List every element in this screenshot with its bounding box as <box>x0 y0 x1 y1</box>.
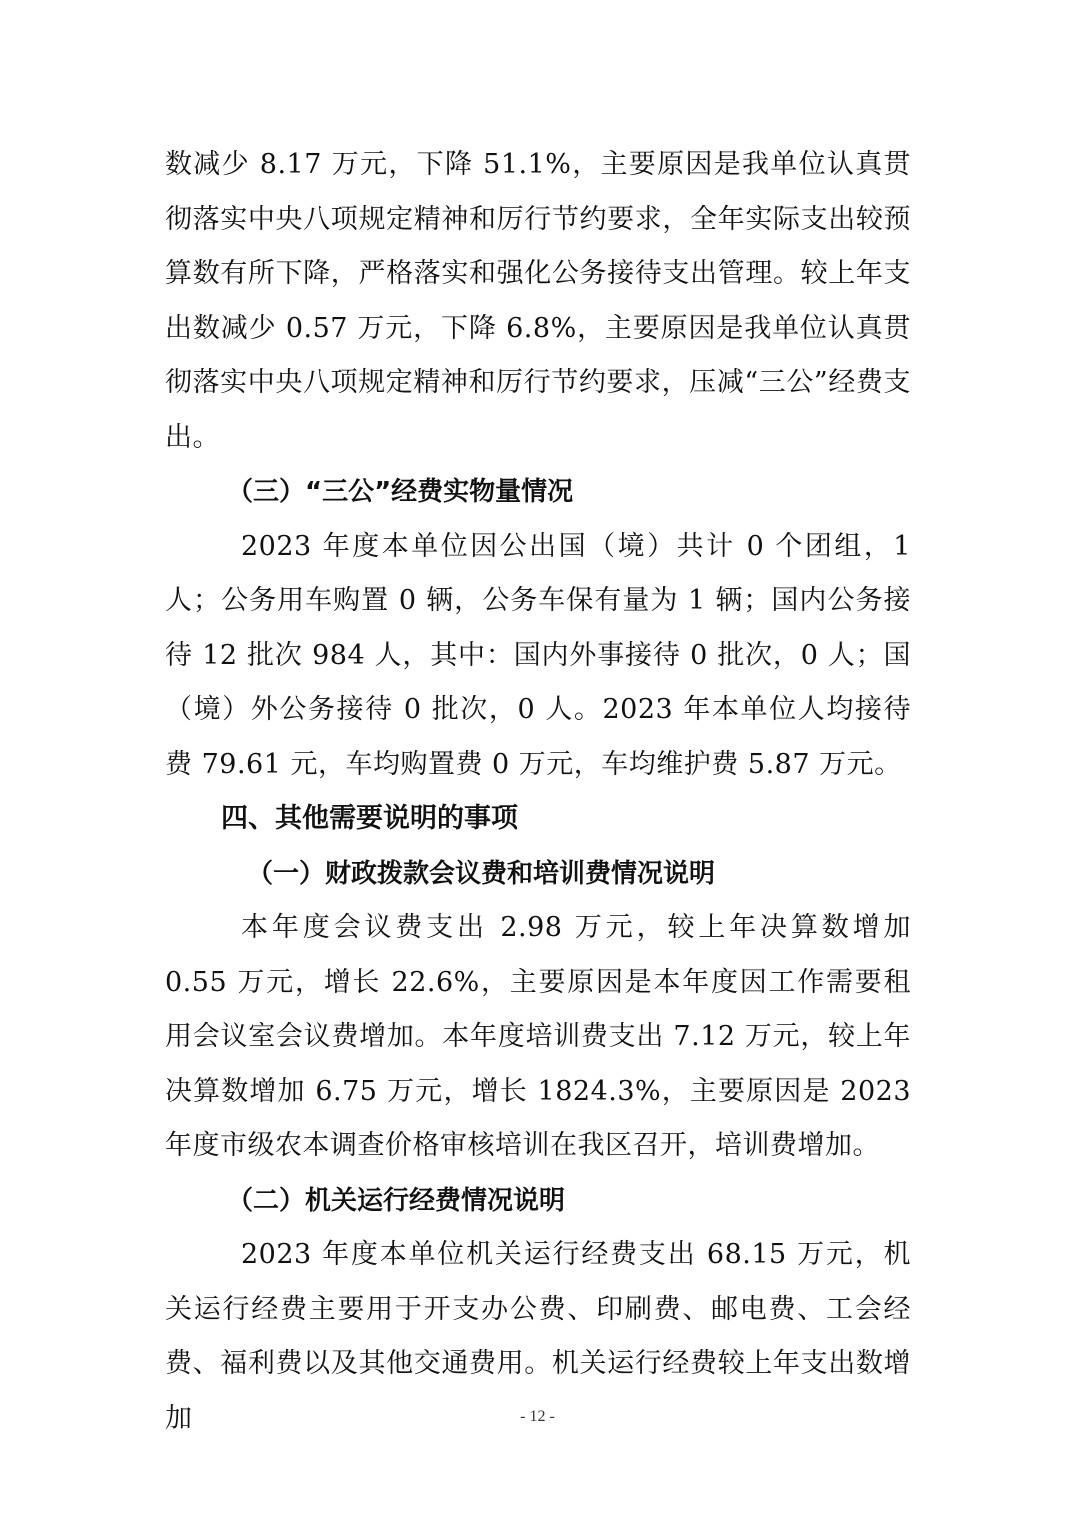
page-number: - 12 - <box>520 1408 555 1425</box>
paragraph-meeting-training-fees: 本年度会议费支出 2.98 万元，较上年决算数增加 0.55 万元，增长 22.6%，主要原因是本年度因工作需要租用会议室会议费增加。本年度培训费支出 7.12 万元，较上年决算数增加 6.75 万元，增长 1824.3%，主要原因是 2023 年度市级农本调查价格审核培训在我区召开，培训费增加。 <box>165 912 911 1161</box>
heading-sangong-physical-quantity: （三）“三公”经费实物量情况 <box>227 477 574 507</box>
page-content <box>165 138 911 1446</box>
paragraph-continuation: 数减少 8.17 万元，下降 51.1%，主要原因是我单位认真贯彻落实中央八项规定精神和厉行节约要求，全年实际支出较预算数有所下降，严格落实和强化公务接待支出管理。较上年支出数减少 0.57 万元，下降 6.8%，主要原因是我单位认真贯彻落实中央八项规定精神和厉行节约要求，压减“三公”经费支出。 <box>165 149 911 453</box>
paragraph-physical-quantity: 2023 年度本单位因公出国（境）共计 0 个团组，1 人；公务用车购置 0 辆，公务车保有量为 1 辆；国内公务接待 12 批次 984 人，其中：国内外事接待 0 批次，0 人；国（境）外公务接待 0 批次，0 人。2023 年本单位人均接待费 79.61 元，车均购置费 0 万元，车均维护费 5.87 万元。 <box>165 530 911 780</box>
heading-meeting-training-fees: （一）财政拨款会议费和培训费情况说明 <box>247 858 716 889</box>
heading-other-matters: 四、其他需要说明的事项 <box>221 803 518 834</box>
paragraph-operating-expenses: 2023 年度本单位机关运行经费支出 68.15 万元，机关运行经费主要用于开支办公费、印刷费、邮电费、工会经费、福利费以及其他交通费用。机关运行经费较上年支出数增加 <box>165 1239 911 1434</box>
heading-operating-expenses: （二）机关运行经费情况说明 <box>227 1185 566 1216</box>
